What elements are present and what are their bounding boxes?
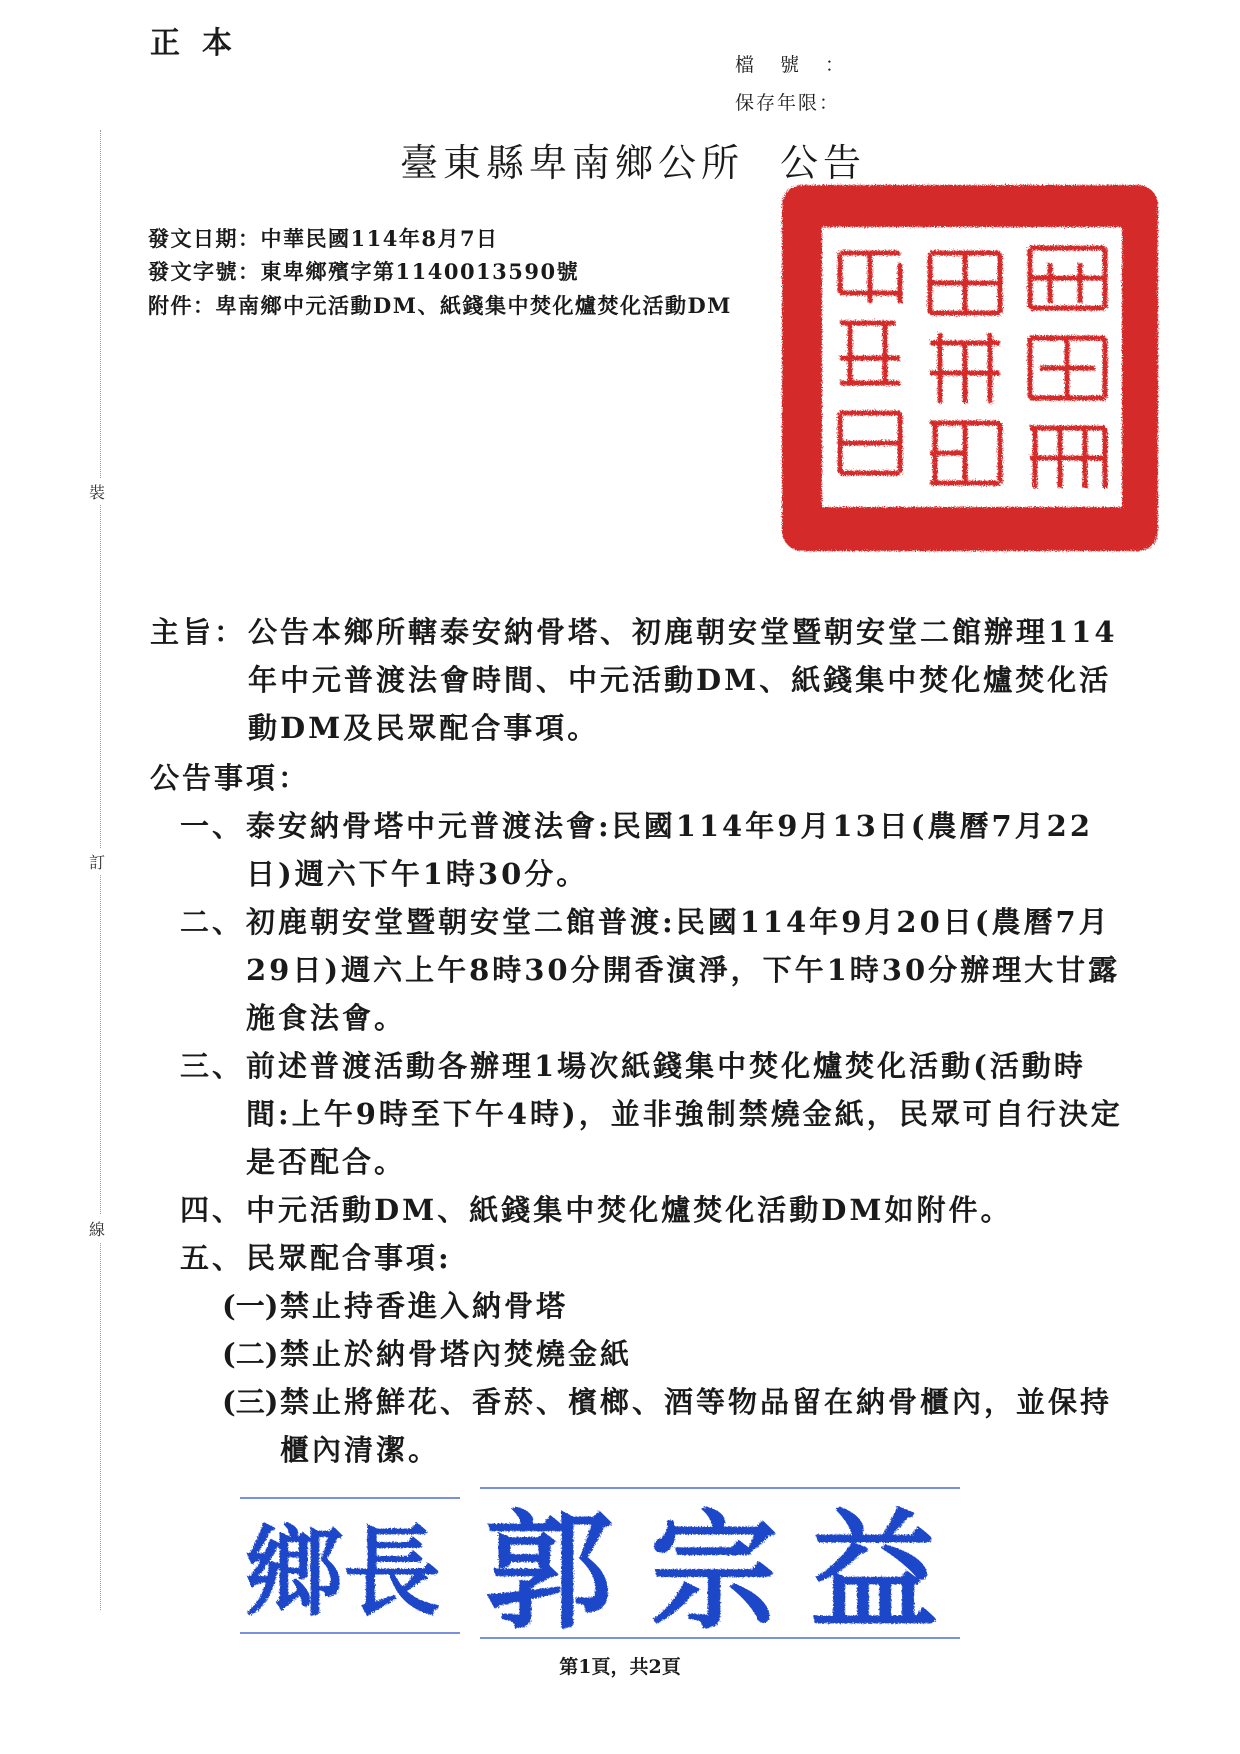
notice-sub-item: (三) 禁止將鮮花、香菸、檳榔、酒等物品留在納骨櫃內，並保持櫃內清潔。 — [222, 1385, 1113, 1467]
notice-sub-item: (一) 禁止持香進入納骨塔 — [222, 1289, 569, 1323]
file-number-label: 檔號： — [735, 54, 871, 76]
notice-item: 二、 初鹿朝安堂暨朝安堂二館普渡:民國114年9月20日(農曆7月29日)週六上午8時30分開香演淨，下午1時30分辦理大甘露施食法會。 — [180, 905, 1121, 1035]
document-type: 公告 — [780, 141, 867, 185]
binding-char: 裝 — [89, 478, 105, 505]
issue-date: 發文日期：中華民國114年8月7日 — [148, 226, 499, 251]
agency-name: 臺東縣卑南鄉公所 — [400, 141, 745, 185]
svg-text:宗: 宗 — [650, 1497, 779, 1647]
official-seal-icon — [780, 183, 1160, 553]
notice-item: 三、 前述普渡活動各辦理1場次紙錢集中焚化爐焚化活動(活動時間:上午9時至下午4時)，並非強制禁燒金紙，民眾可自行決定是否配合。 — [180, 1049, 1123, 1179]
document-title — [400, 132, 866, 187]
binding-char: 線 — [89, 1215, 105, 1242]
subject — [150, 608, 1130, 752]
notice-item: 五、 民眾配合事項: — [180, 1241, 452, 1275]
notice-item: 四、 中元活動DM、紙錢集中焚化爐焚化活動DM如附件。 — [180, 1193, 1013, 1227]
notice-body — [150, 608, 1130, 1474]
retention-period-label: 保存年限： — [735, 92, 841, 114]
notice-heading: 公告事項： — [150, 761, 311, 795]
attachment-line: 附件：卑南鄉中元活動DM、紙錢集中焚化爐焚化活動DM — [148, 293, 732, 318]
svg-text:郭: 郭 — [485, 1497, 614, 1647]
reference-number: 發文字號：東卑鄉殯字第1140013590號 — [148, 259, 580, 284]
svg-text:益: 益 — [810, 1497, 939, 1647]
notice-item: 一、 泰安納骨塔中元普渡法會:民國114年9月13日(農曆7月22日)週六下午1時30分。 — [180, 809, 1094, 891]
subject-label: 主旨： — [150, 615, 247, 649]
svg-text:鄉長: 鄉長 — [245, 1515, 442, 1630]
page-number: 第1頁，共2頁 — [559, 1656, 681, 1678]
copy-mark: 正本 — [150, 26, 254, 61]
binding-char: 訂 — [89, 848, 105, 875]
signature-stamp-icon — [240, 1478, 980, 1648]
notice-sub-item: (二) 禁止於納骨塔內焚燒金紙 — [222, 1337, 633, 1371]
subject-text: 公告本鄉所轄泰安納骨塔、初鹿朝安堂暨朝安堂二館辦理114年中元普渡法會時間、中元活動DM、紙錢集中焚化爐焚化活動DM及民眾配合事項。 — [248, 615, 1118, 745]
